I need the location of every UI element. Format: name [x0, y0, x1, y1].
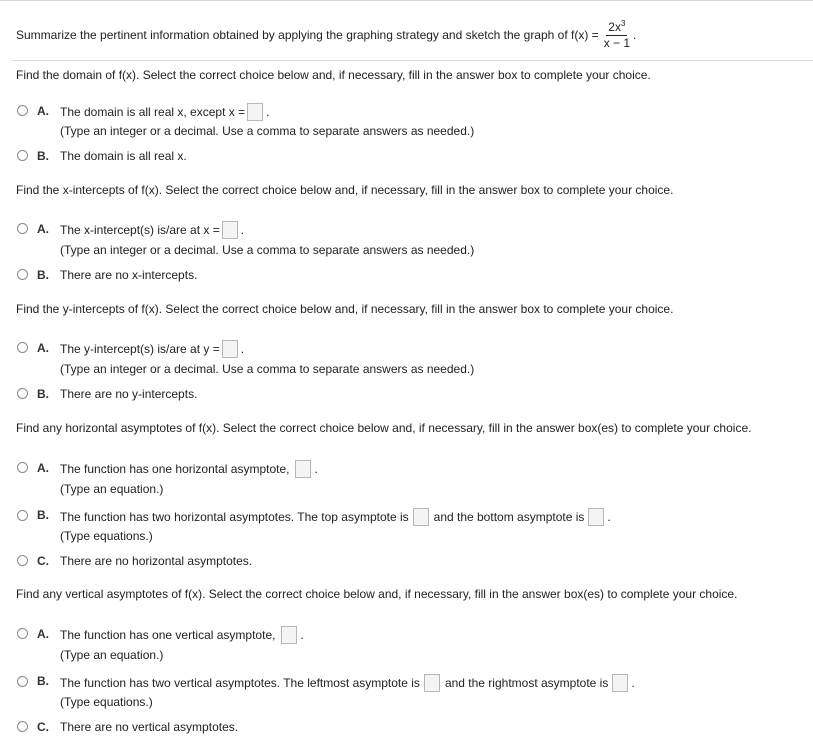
vertical-option-b-middle: and the rightmost asymptote is: [444, 676, 609, 690]
y-intercepts-option-a-period: .: [240, 342, 245, 356]
domain-letter-a: A.: [37, 104, 49, 118]
x-intercepts-option-a-period: .: [240, 223, 245, 237]
vertical-option-a-text: The function has one vertical asymptote,: [60, 628, 276, 642]
y-intercepts-option-a: [60, 340, 244, 358]
horizontal-option-b-text: The function has two horizontal asymptotes. The top asymptote is: [60, 510, 409, 524]
vertical-option-a-period: .: [300, 628, 304, 642]
vertical-letter-a: A.: [37, 627, 49, 641]
horizontal-letter-a: A.: [37, 461, 49, 475]
y-intercepts-option-b: There are no y-intercepts.: [60, 387, 198, 401]
vertical-option-a: [60, 626, 304, 644]
vertical-hint-b: (Type equations.): [60, 695, 153, 709]
fraction-denominator: x − 1: [603, 35, 631, 50]
x-intercepts-option-a: [60, 221, 244, 239]
function-fraction: [602, 18, 632, 50]
y-intercepts-radio-a[interactable]: [17, 342, 28, 353]
numerator-base: 2x: [608, 19, 621, 34]
horizontal-radio-a[interactable]: [17, 462, 28, 473]
x-intercepts-letter-a: A.: [37, 222, 49, 236]
x-intercepts-answer-box[interactable]: [222, 221, 238, 239]
vertical-radio-c[interactable]: [17, 721, 28, 732]
top-rule: [0, 0, 813, 1]
domain-option-b: The domain is all real x.: [60, 149, 187, 163]
vertical-hint-a: (Type an equation.): [60, 648, 164, 662]
vertical-radio-b[interactable]: [17, 676, 28, 687]
y-intercepts-answer-box[interactable]: [222, 340, 238, 358]
y-intercepts-question: Find the y-intercepts of f(x). Select the correct choice below and, if necessary, fill in the answer box to complete your choice.: [16, 302, 674, 316]
vertical-asymptotes-question: Find any vertical asymptotes of f(x). Select the correct choice below and, if necessary, fill in the answer box(es) to complete your choice.: [16, 587, 738, 601]
domain-letter-b: B.: [37, 149, 49, 163]
horizontal-bottom-answer-box[interactable]: [588, 508, 604, 526]
horizontal-answer-box[interactable]: [295, 460, 311, 478]
vertical-option-c: There are no vertical asymptotes.: [60, 720, 239, 734]
y-intercepts-hint-a: (Type an integer or a decimal. Use a comma to separate answers as needed.): [60, 362, 475, 376]
domain-radio-b[interactable]: [17, 150, 28, 161]
horizontal-asymptotes-question: Find any horizontal asymptotes of f(x). Select the correct choice below and, if necessary, fill in the answer box(es) to complete your choice.: [16, 421, 752, 435]
prompt-text: Summarize the pertinent information obtained by applying the graphing strategy and sketch the graph of f(x) =: [16, 28, 599, 42]
x-intercepts-option-a-text: The x-intercept(s) is/are at x =: [60, 223, 220, 237]
x-intercepts-letter-b: B.: [37, 268, 49, 282]
x-intercepts-radio-a[interactable]: [17, 223, 28, 234]
horizontal-option-b: [60, 508, 611, 526]
x-intercepts-question: Find the x-intercepts of f(x). Select the correct choice below and, if necessary, fill in the answer box to complete your choice.: [16, 183, 674, 197]
x-intercepts-radio-b[interactable]: [17, 269, 28, 280]
vertical-left-answer-box[interactable]: [424, 674, 440, 692]
horizontal-option-b-middle: and the bottom asymptote is: [433, 510, 585, 524]
vertical-radio-a[interactable]: [17, 628, 28, 639]
horizontal-option-a-text: The function has one horizontal asymptote,: [60, 462, 290, 476]
horizontal-letter-c: C.: [37, 554, 49, 568]
horizontal-hint-a: (Type an equation.): [60, 482, 164, 496]
horizontal-radio-b[interactable]: [17, 510, 28, 521]
x-intercepts-hint-a: (Type an integer or a decimal. Use a comma to separate answers as needed.): [60, 243, 475, 257]
domain-option-a-period: .: [266, 105, 270, 119]
section-divider: [12, 60, 813, 61]
horizontal-option-b-period: .: [607, 510, 611, 524]
domain-question: Find the domain of f(x). Select the correct choice below and, if necessary, fill in the answer box to complete your choice.: [16, 68, 651, 82]
horizontal-hint-b: (Type equations.): [60, 529, 153, 543]
vertical-answer-box[interactable]: [281, 626, 297, 644]
problem-prompt: [16, 14, 636, 56]
domain-option-a: [60, 103, 269, 121]
horizontal-letter-b: B.: [37, 508, 49, 522]
vertical-option-b: [60, 674, 635, 692]
y-intercepts-radio-b[interactable]: [17, 388, 28, 399]
horizontal-option-c: There are no horizontal asymptotes.: [60, 554, 253, 568]
domain-option-a-text: The domain is all real x, except x =: [60, 105, 246, 119]
vertical-letter-b: B.: [37, 674, 49, 688]
prompt-period: .: [633, 28, 637, 42]
vertical-option-b-period: .: [631, 676, 635, 690]
vertical-option-b-text: The function has two vertical asymptotes. The leftmost asymptote is: [60, 676, 420, 690]
domain-radio-a[interactable]: [17, 105, 28, 116]
y-intercepts-option-a-text: The y-intercept(s) is/are at y =: [60, 342, 220, 356]
domain-hint-a: (Type an integer or a decimal. Use a comma to separate answers as needed.): [60, 124, 475, 138]
y-intercepts-letter-b: B.: [37, 387, 49, 401]
domain-answer-box[interactable]: [247, 103, 263, 121]
horizontal-radio-c[interactable]: [17, 555, 28, 566]
vertical-right-answer-box[interactable]: [612, 674, 628, 692]
horizontal-top-answer-box[interactable]: [413, 508, 429, 526]
y-intercepts-letter-a: A.: [37, 341, 49, 355]
horizontal-option-a: [60, 460, 318, 478]
fraction-numerator: [606, 18, 627, 36]
x-intercepts-option-b: There are no x-intercepts.: [60, 268, 198, 282]
horizontal-option-a-period: .: [314, 462, 318, 476]
numerator-exponent: 3: [620, 18, 626, 28]
vertical-letter-c: C.: [37, 720, 49, 734]
